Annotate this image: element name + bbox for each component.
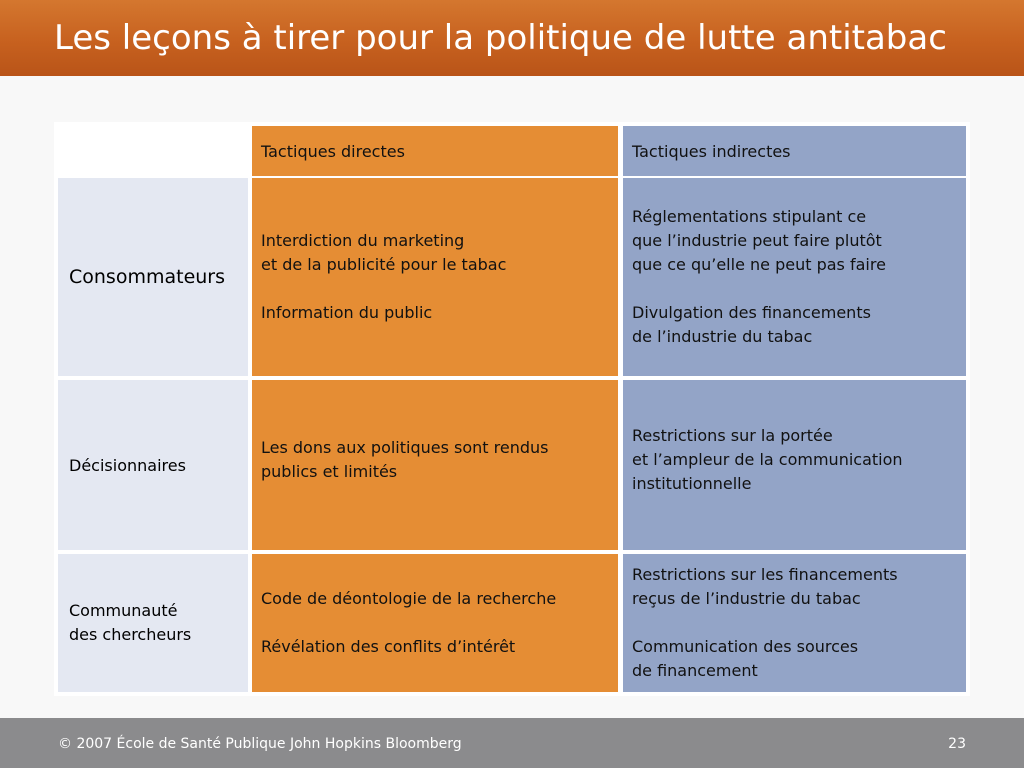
text-line: Information du public bbox=[261, 303, 433, 322]
text-line: que l’industrie peut faire plutôt bbox=[632, 231, 882, 250]
row-label-line: Consommateurs bbox=[69, 266, 226, 288]
text-line: Restrictions sur la portée bbox=[632, 426, 833, 445]
text-line: Divulgation des financements bbox=[632, 303, 871, 322]
text-line: Révélation des conflits d’intérêt bbox=[261, 637, 516, 656]
row-label-line: Communauté bbox=[69, 601, 178, 620]
cell-communaute-indirect bbox=[623, 554, 966, 692]
text-line: et l’ampleur de la communication bbox=[632, 450, 903, 469]
copyright-text: © 2007 École de Santé Publique John Hopkins Bloomberg bbox=[58, 736, 462, 752]
cell-communaute-direct bbox=[252, 554, 618, 692]
row-header-consommateurs bbox=[58, 178, 248, 376]
text-line: Réglementations stipulant ce bbox=[632, 207, 867, 226]
row-header-communaute bbox=[58, 554, 248, 692]
text-line: Restrictions sur les financements bbox=[632, 565, 898, 584]
text-line: Communication des sources bbox=[632, 637, 859, 656]
row-label bbox=[69, 456, 186, 475]
text-line: institutionnelle bbox=[632, 474, 752, 493]
tactics-table bbox=[54, 122, 970, 696]
text-line: reçus de l’industrie du tabac bbox=[632, 589, 861, 608]
title-bar bbox=[0, 0, 1024, 76]
text-line: et de la publicité pour le tabac bbox=[261, 255, 507, 274]
text-line: que ce qu’elle ne peut pas faire bbox=[632, 255, 886, 274]
header-direct-label: Tactiques directes bbox=[261, 141, 405, 161]
footer bbox=[0, 718, 1024, 768]
cell-decisionnaires-direct bbox=[252, 380, 618, 550]
page-number: 23 bbox=[948, 736, 966, 752]
row-header-decisionnaires bbox=[58, 380, 248, 550]
text-line: publics et limités bbox=[261, 462, 398, 481]
header-direct-tactics bbox=[252, 126, 618, 176]
row-label-line: des chercheurs bbox=[69, 625, 192, 644]
text-line: de l’industrie du tabac bbox=[632, 327, 813, 346]
cell-consommateurs-indirect bbox=[623, 178, 966, 376]
text-line: Les dons aux politiques sont rendus bbox=[261, 438, 549, 457]
slide-title: Les leçons à tirer pour la politique de lutte antitabac bbox=[54, 18, 947, 58]
header-indirect-tactics bbox=[623, 126, 966, 176]
header-indirect-label: Tactiques indirectes bbox=[632, 141, 791, 161]
text-line: de financement bbox=[632, 661, 758, 680]
cell-decisionnaires-indirect bbox=[623, 380, 966, 550]
row-label bbox=[69, 599, 191, 647]
row-label bbox=[69, 266, 225, 288]
cell-consommateurs-direct bbox=[252, 178, 618, 376]
row-label-line: Décisionnaires bbox=[69, 455, 186, 475]
text-line: Code de déontologie de la recherche bbox=[261, 589, 557, 608]
text-line: Interdiction du marketing bbox=[261, 231, 465, 250]
